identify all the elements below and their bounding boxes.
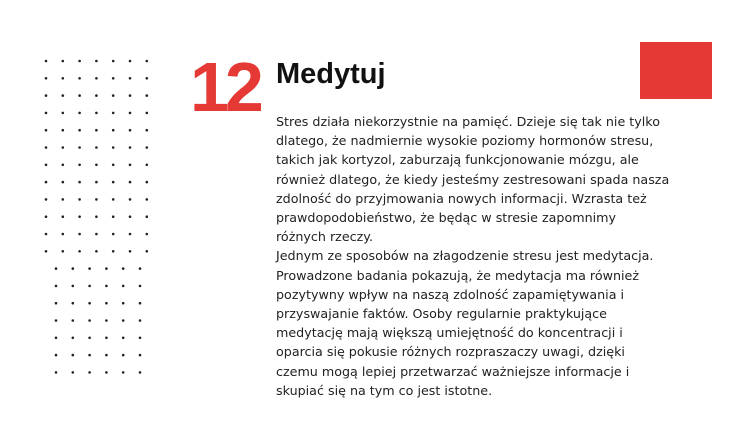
grid-dot [55,302,58,305]
grid-dot [129,60,132,63]
grid-dot [78,60,81,63]
accent-square [640,42,712,99]
grid-dot [45,233,48,236]
grid-dot [95,112,98,115]
grid-dot [139,267,142,270]
grid-dot [55,319,58,322]
grid-dot [146,94,149,97]
grid-dot [122,285,125,288]
grid-dot [112,181,115,184]
grid-dot [105,354,108,357]
grid-dot [129,164,132,167]
grid-dot [62,129,65,132]
grid-dot [62,215,65,218]
grid-dot [62,94,65,97]
grid-dot [112,164,115,167]
grid-dot [88,319,91,322]
grid-dot [95,94,98,97]
grid-dot [95,198,98,201]
grid-dot [45,146,48,149]
grid-dot [45,60,48,63]
grid-dot [72,302,75,305]
grid-dot [55,285,58,288]
grid-dot [45,198,48,201]
grid-dot [62,77,65,80]
grid-dot [78,164,81,167]
grid-dot [78,112,81,115]
grid-dot [45,129,48,132]
grid-dot [129,233,132,236]
grid-dot [146,164,149,167]
grid-dot [112,233,115,236]
grid-dot [112,215,115,218]
grid-dot [55,267,58,270]
grid-dot [72,267,75,270]
grid-dot [95,250,98,253]
slide-number: 12 [190,48,260,126]
grid-dot [72,285,75,288]
grid-dot [112,77,115,80]
grid-dot [129,112,132,115]
grid-dot [78,250,81,253]
grid-dot [62,164,65,167]
grid-dot [146,146,149,149]
decorative-dot-grid [0,0,160,424]
grid-dot [139,302,142,305]
grid-dot [72,337,75,340]
grid-dot [112,60,115,63]
grid-dot [122,267,125,270]
grid-dot [112,198,115,201]
grid-dot [129,215,132,218]
grid-dot [139,285,142,288]
grid-dot [62,181,65,184]
grid-dot [55,337,58,340]
grid-dot [78,146,81,149]
grid-dot [129,146,132,149]
grid-dot [129,181,132,184]
grid-dot [45,77,48,80]
grid-dot [55,354,58,357]
grid-dot [45,94,48,97]
grid-dot [129,198,132,201]
grid-dot [146,250,149,253]
grid-dot [95,146,98,149]
grid-dot [78,215,81,218]
grid-dot [112,112,115,115]
grid-dot [146,77,149,80]
grid-dot [62,198,65,201]
grid-dot [88,302,91,305]
grid-dot [95,164,98,167]
grid-dot [105,302,108,305]
grid-dot [146,215,149,218]
grid-dot [122,371,125,374]
grid-dot [146,198,149,201]
grid-dot [72,371,75,374]
grid-dot [112,146,115,149]
grid-dot [72,354,75,357]
grid-dot [78,77,81,80]
body-paragraph-2: Jednym ze sposobów na złagodzenie stresu jest medytacja. Prowadzone badania pokazują, że medytacja ma również pozytywny wpływ na naszą zdolność zapamiętywania i przyswajanie faktów. Osoby regularnie praktykujące medytację mają większą umiejętność do koncentracji i oparcia się pokusie różnych rozpraszaczy uwagi, dzięki czemu mogą lepiej przetwarzać ważniejsze informacje i skupiać się na tym co jest istotne. [276,248,654,398]
grid-dot [95,181,98,184]
grid-dot [122,302,125,305]
grid-dot [146,60,149,63]
grid-dot [122,354,125,357]
grid-dot [45,181,48,184]
grid-dot [88,267,91,270]
body-paragraph-1: Stres działa niekorzystnie na pamięć. Dzieje się tak nie tylko dlatego, że nadmiernie wysokie poziomy hormonów stresu, takich jak kortyzol, zaburzają funkcjonowanie mózgu, ale również dlatego, że kiedy jesteśmy zestresowani spada nasza zdolność do przyjmowania nowych informacji. Wzrasta też prawdopodobieństwo, że będąc w stresie zapomnimy różnych rzeczy. [276,114,670,245]
grid-dot [146,112,149,115]
grid-dot [62,60,65,63]
grid-dot [139,371,142,374]
grid-dot [112,250,115,253]
grid-dot [88,354,91,357]
grid-dot [105,337,108,340]
grid-dot [78,233,81,236]
grid-dot [105,319,108,322]
grid-dot [62,233,65,236]
grid-dot [112,94,115,97]
grid-dot [146,129,149,132]
grid-dot [139,354,142,357]
grid-dot [88,337,91,340]
grid-dot [78,198,81,201]
grid-dot [45,164,48,167]
grid-dot [146,181,149,184]
grid-dot [62,250,65,253]
grid-dot [112,129,115,132]
grid-dot [129,250,132,253]
grid-dot [122,319,125,322]
grid-dot [62,112,65,115]
grid-dot [95,129,98,132]
grid-dot [78,129,81,132]
grid-dot [105,267,108,270]
grid-dot [95,60,98,63]
grid-dot [45,215,48,218]
grid-dot [72,319,75,322]
grid-dot [139,319,142,322]
grid-dot [105,371,108,374]
grid-dot [45,112,48,115]
grid-dot [78,94,81,97]
grid-dot [129,129,132,132]
grid-dot [88,371,91,374]
grid-dot [129,94,132,97]
grid-dot [122,337,125,340]
grid-dot [88,285,91,288]
grid-dot [146,233,149,236]
grid-dot [62,146,65,149]
grid-dot [95,77,98,80]
grid-dot [105,285,108,288]
page-title: Medytuj [276,58,386,90]
grid-dot [129,77,132,80]
grid-dot [139,337,142,340]
grid-dot [55,371,58,374]
grid-dot [95,233,98,236]
body-text [276,112,676,400]
grid-dot [45,250,48,253]
grid-dot [78,181,81,184]
grid-dot [95,215,98,218]
